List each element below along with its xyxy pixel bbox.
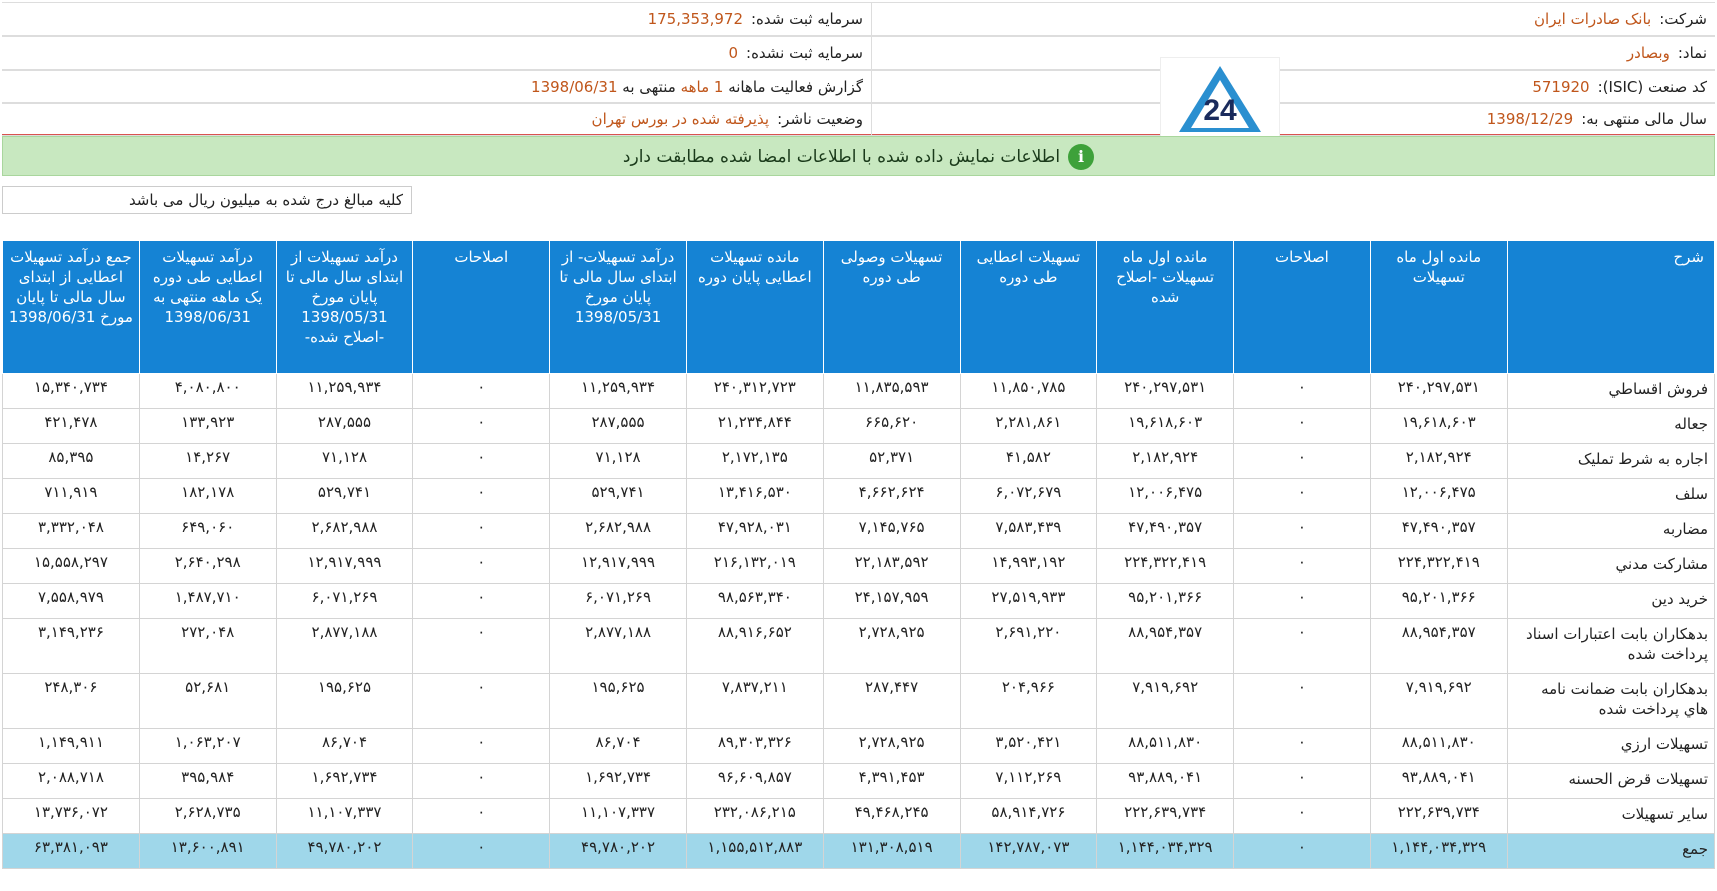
table-cell: ۲۴۰,۲۹۷,۵۳۱ bbox=[1370, 374, 1507, 409]
table-row bbox=[3, 799, 1715, 834]
table-cell: ۷,۱۴۵,۷۶۵ bbox=[823, 514, 960, 549]
table-cell: ۲۱,۲۳۴,۸۴۴ bbox=[686, 409, 823, 444]
table-cell: ۴,۳۹۱,۴۵۳ bbox=[823, 764, 960, 799]
table-cell: ۲,۲۸۱,۸۶۱ bbox=[960, 409, 1097, 444]
table-cell: ۲۷۲,۰۴۸ bbox=[139, 619, 276, 674]
registered-capital-cell bbox=[2, 3, 872, 35]
table-cell: ۶,۰۷۱,۲۶۹ bbox=[550, 584, 687, 619]
row-label: تسهيلات قرض الحسنه bbox=[1507, 764, 1714, 799]
table-cell: ۴۷,۴۹۰,۳۵۷ bbox=[1097, 514, 1234, 549]
info-row-fiscal bbox=[2, 102, 1715, 136]
table-cell: ۲,۰۸۸,۷۱۸ bbox=[3, 764, 140, 799]
col-header-opening-balance: مانده اول ماه تسهیلات bbox=[1370, 241, 1507, 374]
status-value: پذیرفته شده در بورس تهران bbox=[591, 110, 770, 128]
table-cell: ۹۵,۲۰۱,۳۶۶ bbox=[1370, 584, 1507, 619]
table-cell: ۰ bbox=[1234, 514, 1371, 549]
table-cell: ۲۰۴,۹۶۶ bbox=[960, 674, 1097, 729]
table-cell: ۴۲۱,۴۷۸ bbox=[3, 409, 140, 444]
table-row bbox=[3, 374, 1715, 409]
fiscal-cell bbox=[873, 103, 1715, 135]
table-cell: ۸۵,۳۹۵ bbox=[3, 444, 140, 479]
table-cell: ۰ bbox=[1234, 374, 1371, 409]
table-row bbox=[3, 409, 1715, 444]
symbol-value[interactable]: وبصادر bbox=[1626, 44, 1670, 62]
row-label: سلف bbox=[1507, 479, 1714, 514]
table-total-row bbox=[3, 834, 1715, 869]
table-cell: ۱۲,۰۰۶,۴۷۵ bbox=[1097, 479, 1234, 514]
table-cell: ۷۱,۱۲۸ bbox=[550, 444, 687, 479]
isic-cell bbox=[873, 71, 1715, 103]
table-row bbox=[3, 444, 1715, 479]
isic-label: کد صنعت (ISIC): bbox=[1597, 78, 1707, 96]
table-cell: ۱۱,۸۳۵,۵۹۳ bbox=[823, 374, 960, 409]
table-cell: ۱۹,۶۱۸,۶۰۳ bbox=[1370, 409, 1507, 444]
verification-text: اطلاعات نمایش داده شده با اطلاعات امضا شده مطابقت دارد bbox=[622, 147, 1061, 167]
table-cell: ۳۹۵,۹۸۴ bbox=[139, 764, 276, 799]
table-cell: ۲۸۷,۵۵۵ bbox=[550, 409, 687, 444]
table-cell: ۸۶,۷۰۴ bbox=[550, 729, 687, 764]
units-note: کلیه مبالغ درج شده به میلیون ریال می باشد bbox=[2, 186, 412, 214]
table-cell: ۴۹,۷۸۰,۲۰۲ bbox=[276, 834, 413, 869]
table-cell: ۶,۰۷۲,۶۷۹ bbox=[960, 479, 1097, 514]
table-cell: ۸۸,۵۱۱,۸۳۰ bbox=[1370, 729, 1507, 764]
status-cell bbox=[2, 103, 872, 135]
table-cell: ۱,۱۴۴,۰۳۴,۳۲۹ bbox=[1097, 834, 1234, 869]
row-label: اجاره به شرط تمليک bbox=[1507, 444, 1714, 479]
table-cell: ۴۷,۹۲۸,۰۳۱ bbox=[686, 514, 823, 549]
table-cell: ۰ bbox=[413, 374, 550, 409]
table-cell: ۲,۶۴۰,۲۹۸ bbox=[139, 549, 276, 584]
report-date: 1398/06/31 bbox=[531, 78, 618, 96]
table-cell: ۴۹,۴۶۸,۲۴۵ bbox=[823, 799, 960, 834]
table-cell: ۲۳۲,۰۸۶,۲۱۵ bbox=[686, 799, 823, 834]
table-cell: ۰ bbox=[413, 409, 550, 444]
table-cell: ۳,۱۴۹,۲۳۶ bbox=[3, 619, 140, 674]
row-label: فروش اقساطي bbox=[1507, 374, 1714, 409]
table-row bbox=[3, 549, 1715, 584]
isic-value: 571920 bbox=[1532, 78, 1590, 96]
table-cell: ۷,۹۱۹,۶۹۲ bbox=[1097, 674, 1234, 729]
table-cell: ۱,۴۸۷,۷۱۰ bbox=[139, 584, 276, 619]
table-cell: ۲,۸۷۷,۱۸۸ bbox=[550, 619, 687, 674]
table-cell: ۰ bbox=[413, 479, 550, 514]
col-header-closing-balance: مانده تسهیلات اعطایی پایان دوره bbox=[686, 241, 823, 374]
table-cell: ۷,۵۵۸,۹۷۹ bbox=[3, 584, 140, 619]
table-cell: ۱۴,۹۹۳,۱۹۲ bbox=[960, 549, 1097, 584]
registered-capital-label: سرمایه ثبت شده: bbox=[751, 10, 863, 28]
col-header-collected: تسهیلات وصولی طی دوره bbox=[823, 241, 960, 374]
table-cell: ۱,۶۹۲,۷۳۴ bbox=[550, 764, 687, 799]
table-cell: ۷,۸۳۷,۲۱۱ bbox=[686, 674, 823, 729]
table-cell: ۳,۵۲۰,۴۲۱ bbox=[960, 729, 1097, 764]
table-cell: ۷,۵۸۳,۴۳۹ bbox=[960, 514, 1097, 549]
table-cell: ۰ bbox=[1234, 799, 1371, 834]
table-cell: ۲۲۴,۳۲۲,۴۱۹ bbox=[1370, 549, 1507, 584]
table-cell: ۲۸۷,۵۵۵ bbox=[276, 409, 413, 444]
table-cell: ۱۵,۳۴۰,۷۳۴ bbox=[3, 374, 140, 409]
info-row-symbol bbox=[2, 36, 1715, 70]
table-cell: ۱,۱۴۴,۰۳۴,۳۲۹ bbox=[1370, 834, 1507, 869]
table-cell: ۲۷,۵۱۹,۹۳۳ bbox=[960, 584, 1097, 619]
symbol-cell bbox=[873, 37, 1715, 69]
table-cell: ۲,۶۸۲,۹۸۸ bbox=[276, 514, 413, 549]
table-cell: ۰ bbox=[1234, 549, 1371, 584]
col-header-opening-balance-adjusted: مانده اول ماه تسهیلات -اصلاح شده bbox=[1097, 241, 1234, 374]
table-cell: ۰ bbox=[1234, 584, 1371, 619]
report-title-cell bbox=[2, 71, 872, 103]
table-cell: ۲۲۴,۳۲۲,۴۱۹ bbox=[1097, 549, 1234, 584]
table-cell: ۰ bbox=[413, 514, 550, 549]
table-cell: ۰ bbox=[1234, 444, 1371, 479]
table-header-row bbox=[3, 241, 1715, 374]
table-cell: ۲,۷۲۸,۹۲۵ bbox=[823, 619, 960, 674]
company-cell bbox=[873, 3, 1715, 35]
status-label: وضعیت ناشر: bbox=[777, 110, 863, 128]
table-cell: ۱۱,۲۵۹,۹۳۴ bbox=[276, 374, 413, 409]
table-cell: ۲,۶۹۱,۲۲۰ bbox=[960, 619, 1097, 674]
table-cell: ۷۱۱,۹۱۹ bbox=[3, 479, 140, 514]
table-cell: ۰ bbox=[413, 764, 550, 799]
table-cell: ۶,۰۷۱,۲۶۹ bbox=[276, 584, 413, 619]
bourse24-logo-icon bbox=[1161, 58, 1279, 138]
table-cell: ۹۸,۵۶۳,۳۴۰ bbox=[686, 584, 823, 619]
table-cell: ۰ bbox=[1234, 674, 1371, 729]
table-cell: ۰ bbox=[1234, 619, 1371, 674]
col-header-income-total: جمع درآمد تسهیلات اعطایی از ابتدای سال مالی تا پایان مورخ 1398/06/31 bbox=[3, 241, 140, 374]
table-cell: ۰ bbox=[1234, 834, 1371, 869]
table-cell: ۱۱,۱۰۷,۳۳۷ bbox=[550, 799, 687, 834]
table-cell: ۸۸,۹۱۶,۶۵۲ bbox=[686, 619, 823, 674]
table-cell: ۲,۱۷۲,۱۳۵ bbox=[686, 444, 823, 479]
table-cell: ۵۲۹,۷۴۱ bbox=[276, 479, 413, 514]
table-cell: ۷,۹۱۹,۶۹۲ bbox=[1370, 674, 1507, 729]
table-cell: ۱۹۵,۶۲۵ bbox=[550, 674, 687, 729]
table-cell: ۹۵,۲۰۱,۳۶۶ bbox=[1097, 584, 1234, 619]
table-cell: ۱۴۲,۷۸۷,۰۷۳ bbox=[960, 834, 1097, 869]
table-cell: ۳,۳۳۲,۰۴۸ bbox=[3, 514, 140, 549]
table-cell: ۲,۱۸۲,۹۲۴ bbox=[1097, 444, 1234, 479]
table-cell: ۱۳,۴۱۶,۵۳۰ bbox=[686, 479, 823, 514]
row-label: ساير تسهيلات bbox=[1507, 799, 1714, 834]
table-cell: ۱۳۳,۹۲۳ bbox=[139, 409, 276, 444]
table-cell: ۵۲,۳۷۱ bbox=[823, 444, 960, 479]
table-cell: ۴۱,۵۸۲ bbox=[960, 444, 1097, 479]
table-cell: ۴۹,۷۸۰,۲۰۲ bbox=[550, 834, 687, 869]
table-cell: ۲۴,۱۵۷,۹۵۹ bbox=[823, 584, 960, 619]
table-cell: ۲۴۰,۲۹۷,۵۳۱ bbox=[1097, 374, 1234, 409]
table-cell: ۸۸,۵۱۱,۸۳۰ bbox=[1097, 729, 1234, 764]
table-row bbox=[3, 729, 1715, 764]
info-icon: i bbox=[1068, 144, 1094, 170]
table-cell: ۱,۱۵۵,۵۱۲,۸۸۳ bbox=[686, 834, 823, 869]
table-cell: ۲۴۸,۳۰۶ bbox=[3, 674, 140, 729]
table-cell: ۱۲,۰۰۶,۴۷۵ bbox=[1370, 479, 1507, 514]
col-header-income-month: درآمد تسهیلات اعطایی طی دوره یک ماهه منتهی به 1398/06/31 bbox=[139, 241, 276, 374]
table-row bbox=[3, 619, 1715, 674]
col-header-granted: تسهیلات اعطایی طی دوره bbox=[960, 241, 1097, 374]
table-cell: ۲,۱۸۲,۹۲۴ bbox=[1370, 444, 1507, 479]
table-cell: ۰ bbox=[413, 444, 550, 479]
table-cell: ۲۲,۱۸۳,۵۹۲ bbox=[823, 549, 960, 584]
table-cell: ۶۳,۳۸۱,۰۹۳ bbox=[3, 834, 140, 869]
report-ending: منتهی به bbox=[622, 78, 676, 96]
row-label: خريد دين bbox=[1507, 584, 1714, 619]
table-cell: ۰ bbox=[413, 674, 550, 729]
table-cell: ۸۸,۹۵۴,۳۵۷ bbox=[1097, 619, 1234, 674]
table-cell: ۰ bbox=[1234, 409, 1371, 444]
table-cell: ۲۱۶,۱۳۲,۰۱۹ bbox=[686, 549, 823, 584]
table-cell: ۰ bbox=[413, 799, 550, 834]
row-label: جعاله bbox=[1507, 409, 1714, 444]
registered-capital-value: 175,353,972 bbox=[647, 10, 743, 28]
fiscal-value: 1398/12/29 bbox=[1486, 110, 1574, 128]
table-cell: ۴,۰۸۰,۸۰۰ bbox=[139, 374, 276, 409]
table-row bbox=[3, 674, 1715, 729]
fiscal-label: سال مالی منتهی به: bbox=[1581, 110, 1707, 128]
verification-banner bbox=[2, 136, 1715, 176]
table-cell: ۲۲۲,۶۳۹,۷۳۴ bbox=[1097, 799, 1234, 834]
table-cell: ۵۸,۹۱۴,۷۲۶ bbox=[960, 799, 1097, 834]
table-cell: ۱۸۲,۱۷۸ bbox=[139, 479, 276, 514]
row-label: مشارکت مدني bbox=[1507, 549, 1714, 584]
table-cell: ۴۷,۴۹۰,۳۵۷ bbox=[1370, 514, 1507, 549]
company-label: شرکت: bbox=[1659, 10, 1707, 28]
table-cell: ۲۴۰,۳۱۲,۷۲۳ bbox=[686, 374, 823, 409]
table-row bbox=[3, 584, 1715, 619]
company-value: بانک صادرات ایران bbox=[1534, 10, 1652, 28]
table-row bbox=[3, 764, 1715, 799]
table-body bbox=[3, 374, 1715, 869]
unregistered-capital-value: 0 bbox=[728, 44, 739, 62]
table-cell: ۸۶,۷۰۴ bbox=[276, 729, 413, 764]
table-cell: ۲۲۲,۶۳۹,۷۳۴ bbox=[1370, 799, 1507, 834]
table-cell: ۰ bbox=[413, 834, 550, 869]
table-cell: ۸۸,۹۵۴,۳۵۷ bbox=[1370, 619, 1507, 674]
table-cell: ۱,۱۴۹,۹۱۱ bbox=[3, 729, 140, 764]
table-cell: ۱۱,۸۵۰,۷۸۵ bbox=[960, 374, 1097, 409]
info-row-company bbox=[2, 2, 1715, 36]
table-cell: ۱۹,۶۱۸,۶۰۳ bbox=[1097, 409, 1234, 444]
table-cell: ۰ bbox=[1234, 764, 1371, 799]
col-header-description: شرح bbox=[1507, 241, 1714, 374]
table-cell: ۱۳۱,۳۰۸,۵۱۹ bbox=[823, 834, 960, 869]
table-cell: ۱۱,۲۵۹,۹۳۴ bbox=[550, 374, 687, 409]
table-cell: ۰ bbox=[413, 549, 550, 584]
col-header-income-prior-adjusted: درآمد تسهیلات از ابتدای سال مالی تا پایان مورخ 1398/05/31 -اصلاح شده- bbox=[276, 241, 413, 374]
table-row bbox=[3, 479, 1715, 514]
table-cell: ۹۶,۶۰۹,۸۵۷ bbox=[686, 764, 823, 799]
table-cell: ۵۲,۶۸۱ bbox=[139, 674, 276, 729]
report-prefix: گزارش فعالیت ماهانه bbox=[728, 78, 863, 96]
table-cell: ۱۱,۱۰۷,۳۳۷ bbox=[276, 799, 413, 834]
table-cell: ۲,۸۷۷,۱۸۸ bbox=[276, 619, 413, 674]
table-cell: ۱۴,۲۶۷ bbox=[139, 444, 276, 479]
table-cell: ۷۱,۱۲۸ bbox=[276, 444, 413, 479]
table-cell: ۸۹,۳۰۳,۳۲۶ bbox=[686, 729, 823, 764]
row-label: مضاربه bbox=[1507, 514, 1714, 549]
table-cell: ۱۲,۹۱۷,۹۹۹ bbox=[276, 549, 413, 584]
table-cell: ۱۹۵,۶۲۵ bbox=[276, 674, 413, 729]
col-header-income-adjustments: اصلاحات bbox=[413, 241, 550, 374]
row-label: تسهيلات ارزي bbox=[1507, 729, 1714, 764]
table-cell: ۲۸۷,۴۴۷ bbox=[823, 674, 960, 729]
table-cell: ۰ bbox=[413, 729, 550, 764]
table-cell: ۰ bbox=[1234, 479, 1371, 514]
table-cell: ۰ bbox=[413, 619, 550, 674]
table-cell: ۱۳,۶۰۰,۸۹۱ bbox=[139, 834, 276, 869]
row-label: بدهکاران بابت اعتبارات اسناد پرداخت شده bbox=[1507, 619, 1714, 674]
table-cell: ۱,۶۹۲,۷۳۴ bbox=[276, 764, 413, 799]
row-label: جمع bbox=[1507, 834, 1714, 869]
table-cell: ۵۲۹,۷۴۱ bbox=[550, 479, 687, 514]
table-cell: ۴,۶۶۲,۶۲۴ bbox=[823, 479, 960, 514]
row-label: بدهکاران بابت ضمانت نامه هاي پرداخت شده bbox=[1507, 674, 1714, 729]
table-cell: ۷,۱۱۲,۲۶۹ bbox=[960, 764, 1097, 799]
table-cell: ۲,۶۲۸,۷۳۵ bbox=[139, 799, 276, 834]
company-info bbox=[2, 2, 1715, 137]
col-header-adjustments: اصلاحات bbox=[1234, 241, 1371, 374]
table-cell: ۶۴۹,۰۶۰ bbox=[139, 514, 276, 549]
svg-text:24: 24 bbox=[1203, 94, 1237, 127]
col-header-income-prior: درآمد تسهیلات- از ابتدای سال مالی تا پایان مورخ 1398/05/31 bbox=[550, 241, 687, 374]
table-cell: ۰ bbox=[413, 584, 550, 619]
symbol-label: نماد: bbox=[1677, 44, 1707, 62]
table-cell: ۶۶۵,۶۲۰ bbox=[823, 409, 960, 444]
report-period: 1 ماهه bbox=[680, 78, 724, 96]
table-cell: ۲,۷۲۸,۹۲۵ bbox=[823, 729, 960, 764]
table-row bbox=[3, 514, 1715, 549]
unregistered-capital-label: سرمایه ثبت نشده: bbox=[746, 44, 863, 62]
table-cell: ۲,۶۸۲,۹۸۸ bbox=[550, 514, 687, 549]
table-cell: ۱۵,۵۵۸,۲۹۷ bbox=[3, 549, 140, 584]
unregistered-capital-cell bbox=[2, 37, 872, 69]
table-cell: ۰ bbox=[1234, 729, 1371, 764]
table-cell: ۹۳,۸۸۹,۰۴۱ bbox=[1370, 764, 1507, 799]
info-row-isic bbox=[2, 70, 1715, 104]
table-cell: ۹۳,۸۸۹,۰۴۱ bbox=[1097, 764, 1234, 799]
table-cell: ۱۲,۹۱۷,۹۹۹ bbox=[550, 549, 687, 584]
table-cell: ۱۳,۷۳۶,۰۷۲ bbox=[3, 799, 140, 834]
loans-table bbox=[2, 240, 1715, 869]
table-cell: ۱,۰۶۳,۲۰۷ bbox=[139, 729, 276, 764]
